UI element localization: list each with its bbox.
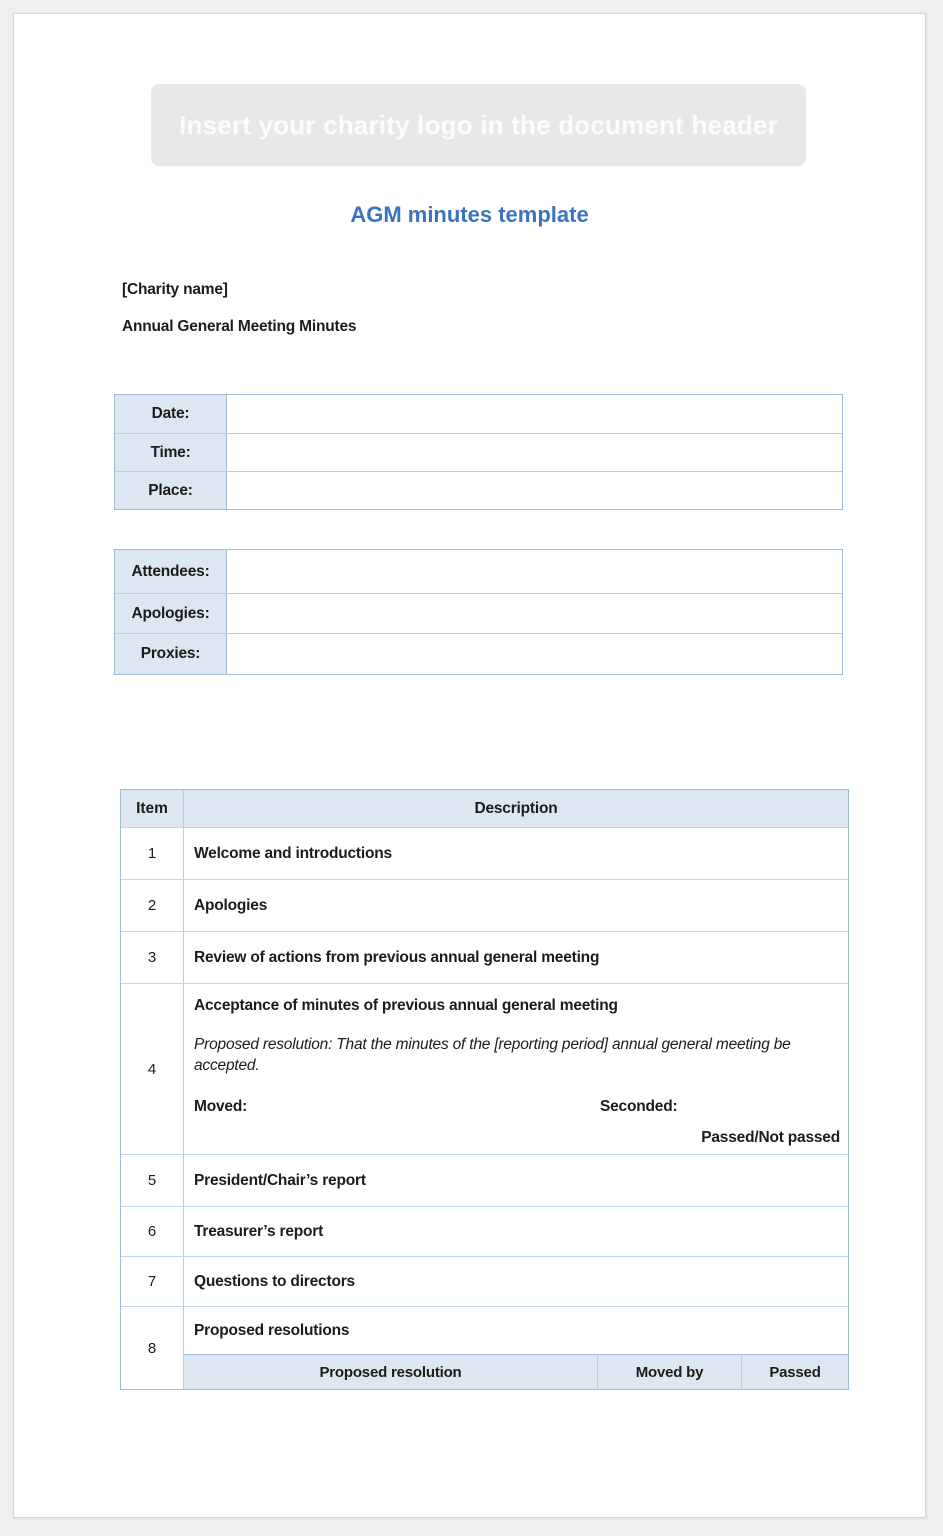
item-description: Apologies <box>194 896 268 914</box>
description-column-header: Description <box>474 799 558 817</box>
item-number: 2 <box>121 880 184 931</box>
document-heading: Annual General Meeting Minutes <box>122 318 357 335</box>
item-description-block <box>184 984 848 1154</box>
moved-seconded-line <box>194 1097 840 1117</box>
time-label: Time: <box>115 434 227 471</box>
item-number: 7 <box>121 1257 184 1306</box>
agenda-row-3 <box>121 931 848 983</box>
item-description: Review of actions from previous annual general meeting <box>194 948 600 966</box>
charity-name: [Charity name] <box>122 281 228 298</box>
place-label: Place: <box>115 472 227 509</box>
agenda-header-row <box>121 790 848 827</box>
passed-column-header: Passed <box>769 1363 821 1381</box>
logo-placeholder-text: Insert your charity logo in the document header <box>179 109 778 140</box>
item-number: 8 <box>121 1307 184 1389</box>
item-number: 1 <box>121 828 184 879</box>
agenda-row-7 <box>121 1256 848 1306</box>
item-number: 6 <box>121 1207 184 1256</box>
date-label: Date: <box>115 395 227 433</box>
agenda-table <box>120 789 849 1390</box>
item-description: Acceptance of minutes of previous annual general meeting <box>194 997 618 1014</box>
item-description-block <box>184 1307 848 1389</box>
logo-placeholder-box[interactable] <box>151 84 806 166</box>
meeting-details-table <box>114 394 843 510</box>
item-description: Questions to directors <box>194 1272 355 1290</box>
item-number: 5 <box>121 1155 184 1206</box>
table-row <box>115 550 842 593</box>
item-column-header: Item <box>121 790 184 827</box>
attendees-label: Attendees: <box>115 550 227 593</box>
moved-by-column-header: Moved by <box>597 1355 742 1389</box>
table-row <box>115 593 842 633</box>
apologies-value-cell[interactable] <box>227 594 842 633</box>
item-description: President/Chair’s report <box>194 1171 366 1189</box>
table-row <box>115 395 842 433</box>
time-value-cell[interactable] <box>227 434 842 471</box>
agenda-row-5 <box>121 1154 848 1206</box>
page-title: AGM minutes template <box>350 202 589 227</box>
moved-label: Moved: <box>194 1098 248 1115</box>
attendance-table <box>114 549 843 675</box>
proposed-resolution-column-header: Proposed resolution <box>319 1363 462 1381</box>
place-value-cell[interactable] <box>227 472 842 509</box>
item-description: Treasurer’s report <box>194 1222 324 1240</box>
table-row <box>115 433 842 471</box>
date-value-cell[interactable] <box>227 395 842 433</box>
proxies-label: Proxies: <box>115 634 227 674</box>
table-row <box>115 471 842 509</box>
item-number: 4 <box>121 984 184 1154</box>
apologies-label: Apologies: <box>115 594 227 633</box>
table-row <box>115 633 842 674</box>
seconded-label: Seconded: <box>600 1098 678 1115</box>
agenda-row-8 <box>121 1306 848 1389</box>
resolutions-subheader-row <box>184 1354 848 1389</box>
attendees-value-cell[interactable] <box>227 550 842 593</box>
agenda-row-6 <box>121 1206 848 1256</box>
proxies-value-cell[interactable] <box>227 634 842 674</box>
passed-not-passed-label: Passed/Not passed <box>701 1129 840 1146</box>
item-number: 3 <box>121 932 184 983</box>
proposed-resolution-text: Proposed resolution: That the minutes of the [reporting period] annual general meeting be accepted. <box>194 1036 791 1074</box>
agenda-row-2 <box>121 879 848 931</box>
agenda-row-4 <box>121 983 848 1154</box>
agenda-row-1 <box>121 827 848 879</box>
item-description: Welcome and introductions <box>194 844 392 862</box>
item-description: Proposed resolutions <box>194 1321 350 1339</box>
document-page <box>13 13 926 1518</box>
